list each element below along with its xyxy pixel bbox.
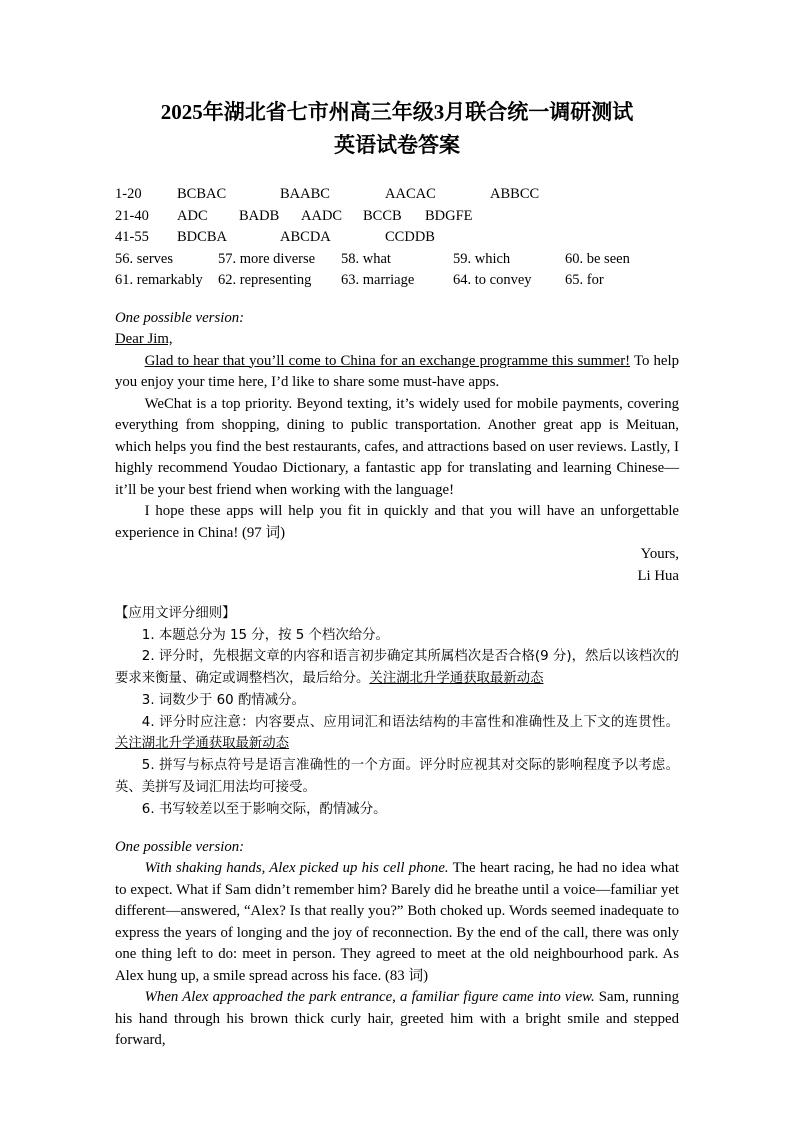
continuation-section <box>115 837 679 1052</box>
continuation-paragraph-1-rest: The heart racing, he had no idea what to expect. What if Sam didn’t remember him? Barely did he breathe until a voice—familiar yet different—answered, “Alex? Is that really you?” Both choked up. Words seemed inadequate to express the years of longing and the joy of reconnection. By the end of the call, there was only one thing left to do: meet in person. They agreed to meet at the old neighbourhood park. As Alex hung up, a smile spread across his face. (83 词) <box>115 860 680 984</box>
answer-group: AADC <box>301 207 343 224</box>
answer-group: BDCBA <box>177 229 227 245</box>
answer-group: ADC <box>177 207 208 224</box>
fill-in-item: 56. serves <box>115 250 173 267</box>
letter-paragraph-1 <box>115 351 679 394</box>
fill-in-row <box>115 270 679 292</box>
answer-group: BCCB <box>363 207 402 224</box>
page-title <box>115 96 679 162</box>
fill-in-item: 63. marriage <box>341 272 415 288</box>
fill-in-item: 60. be seen <box>565 250 630 267</box>
continuation-paragraph-2 <box>115 987 679 1052</box>
letter-topic-sentence: Glad to hear that you’ll come to China for an exchange programme this summer! <box>144 352 631 369</box>
continuation-version-heading: One possible version: <box>115 838 245 855</box>
rubric-section <box>115 603 679 821</box>
page-title-line-2: 英语试卷答案 <box>334 133 460 157</box>
continuation-paragraph-1 <box>115 858 679 987</box>
answer-row <box>115 184 679 206</box>
fill-in-item: 59. which <box>453 250 511 267</box>
answer-group: BADB <box>239 207 280 224</box>
fill-in-item: 65. for <box>565 272 604 288</box>
answer-range: 21-40 <box>115 207 149 224</box>
fill-in-item: 62. representing <box>218 272 312 288</box>
letter-paragraph-1-rest: To help you enjoy your time here, I’d like to share some must-have apps. <box>115 352 679 390</box>
answer-range: 41-55 <box>115 229 149 245</box>
letter-salutation: Dear Jim, <box>115 331 173 347</box>
fill-in-item: 58. what <box>341 250 391 267</box>
fill-in-item: 64. to convey <box>453 272 532 288</box>
answer-group: ABBCC <box>490 186 540 202</box>
fill-in-item: 61. remarkably <box>115 272 203 288</box>
answer-group: BAABC <box>280 186 330 202</box>
answer-group: BDGFE <box>425 207 473 224</box>
rubric-item-5: 5. 拼写与标点符号是语言准确性的一个方面。评分时应视其对交际的影响程度予以考虑。 英、美拼写及词汇用法均可接受。 <box>115 758 679 796</box>
answer-group: ABCDA <box>280 229 331 245</box>
answer-row <box>115 227 679 249</box>
rubric-heading: 【应用文评分细则】 <box>115 606 236 621</box>
answer-group: AACAC <box>385 186 436 202</box>
fill-in-row <box>115 249 679 271</box>
answer-range: 1-20 <box>115 186 142 202</box>
answer-row <box>115 206 679 228</box>
rubric-item-2: 2. 评分时，先根据文章的内容和语言初步确定其所属档次是否合格(9 分)，然后以该档次的要求来衡量、确定或调整档次，最后给分。关注湖北升学通获取最新动态 <box>115 649 679 687</box>
rubric-link-1[interactable]: 关注湖北升学通获取最新动态 <box>369 671 544 687</box>
continuation-lead-1: With shaking hands, Alex picked up his cell phone. <box>144 860 449 877</box>
rubric-item-3: 3. 词数少于 60 酌情减分。 <box>141 692 305 708</box>
rubric-item-1: 1. 本题总分为 15 分，按 5 个档次给分。 <box>141 627 389 643</box>
letter-signature: Li Hua <box>637 567 679 584</box>
rubric-item-6: 6. 书写较差以至于影响交际，酌情减分。 <box>141 801 387 817</box>
fill-in-item: 57. more diverse <box>218 250 316 267</box>
letter-paragraph-2: WeChat is a top priority. Beyond texting, it’s widely used for mobile payments, covering everything from shopping, dining to public transportation. Another great app is Meituan, which helps you find the best restaurants, cafes, and attractions based on user reviews. Lastly, I highly recommend Youdao Dictionary, a fantastic app for translating and learning Chinese—it’ll be your best friend when working with the language! <box>115 395 679 498</box>
rubric-link-2[interactable]: 关注湖北升学通获取最新动态 <box>115 736 290 752</box>
letter-version-heading: One possible version: <box>115 309 245 326</box>
letter-paragraph-3: I hope these apps will help you fit in quickly and that you will have an unforgettable experience in China! (97 词) <box>115 503 679 541</box>
objective-answers-block <box>115 184 679 292</box>
rubric-item-4: 4. 评分时应注意：内容要点、应用词汇和语法结构的丰富性和准确性及上下文的连贯性。关注湖北升学通获取最新动态 <box>115 714 679 752</box>
answer-group: CCDDB <box>385 229 435 245</box>
letter-section <box>115 308 679 588</box>
answer-group: BCBAC <box>177 186 227 202</box>
continuation-lead-2: When Alex approached the park entrance, a familiar figure came into view. <box>144 989 595 1006</box>
page-title-line-1: 2025年湖北省七市州高三年级3月联合统一调研测试 <box>160 100 634 124</box>
letter-closing: Yours, <box>640 546 679 562</box>
continuation-paragraph-2-rest: Sam, running his hand through his brown thick curly hair, greeted him with a bright smile and stepped forward, <box>115 989 679 1049</box>
